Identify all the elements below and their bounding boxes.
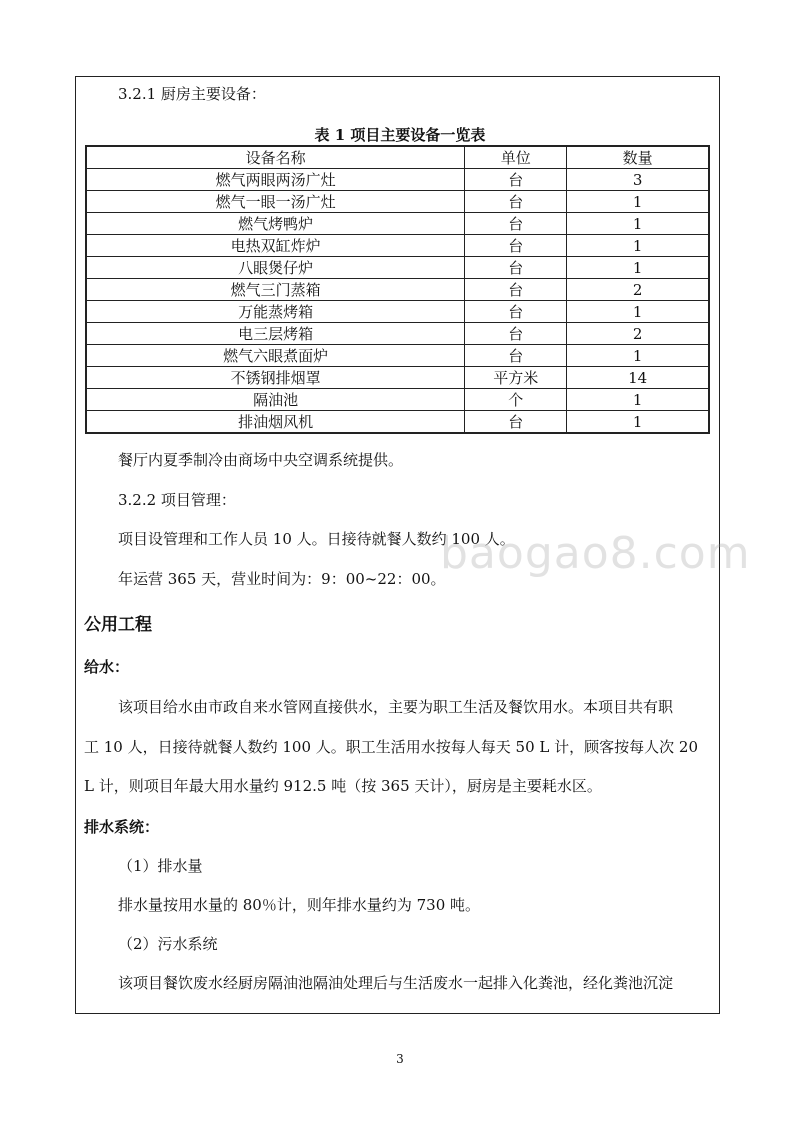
table-row bbox=[86, 345, 709, 367]
paragraph-air-conditioning: 餐厅内夏季制冷由商场中央空调系统提供。 bbox=[118, 451, 404, 469]
cell-name: 排油烟风机 bbox=[86, 411, 465, 434]
equipment-table bbox=[85, 145, 710, 434]
header-equipment-name: 设备名称 bbox=[86, 146, 465, 169]
cell-qty: 1 bbox=[567, 191, 709, 213]
cell-qty: 1 bbox=[567, 257, 709, 279]
cell-name: 电热双缸炸炉 bbox=[86, 235, 465, 257]
cell-name: 燃气一眼一汤广灶 bbox=[86, 191, 465, 213]
table-row bbox=[86, 235, 709, 257]
section-3-2-1-heading: 3.2.1 厨房主要设备： bbox=[118, 85, 266, 103]
cell-qty: 3 bbox=[567, 169, 709, 191]
cell-unit: 台 bbox=[465, 301, 567, 323]
cell-qty: 1 bbox=[567, 345, 709, 367]
paragraph-water-line-1: 该项目给水由市政自来水管网直接供水，主要为职工生活及餐饮用水。本项目共有职 bbox=[118, 698, 674, 716]
table-header-row bbox=[86, 146, 709, 169]
table-row bbox=[86, 389, 709, 411]
cell-unit: 平方米 bbox=[465, 367, 567, 389]
cell-name: 燃气六眼煮面炉 bbox=[86, 345, 465, 367]
paragraph-drainage-volume: 排水量按用水量的 80％计，则年排水量约为 730 吨。 bbox=[118, 896, 481, 914]
cell-qty: 1 bbox=[567, 389, 709, 411]
cell-qty: 2 bbox=[567, 279, 709, 301]
cell-unit: 台 bbox=[465, 169, 567, 191]
watermark-text: baogao8.com bbox=[440, 528, 751, 579]
cell-name: 燃气烤鸭炉 bbox=[86, 213, 465, 235]
cell-unit: 个 bbox=[465, 389, 567, 411]
paragraph-operating-hours: 年运营 365 天，营业时间为：9：00~22：00。 bbox=[118, 570, 446, 588]
table-row bbox=[86, 323, 709, 345]
paragraph-water-line-3: L 计，则项目年最大用水量约 912.5 吨（按 365 天计），厨房是主要耗水区。 bbox=[84, 777, 602, 795]
cell-unit: 台 bbox=[465, 191, 567, 213]
paragraph-water-line-2: 工 10 人，日接待就餐人数约 100 人。职工生活用水按每人每天 50 L 计，顾客按每人次 20 bbox=[84, 738, 698, 756]
cell-qty: 1 bbox=[567, 301, 709, 323]
section-3-2-2-heading: 3.2.2 项目管理： bbox=[118, 491, 236, 509]
list-item-sewage-system: （2）污水系统 bbox=[118, 935, 218, 953]
cell-unit: 台 bbox=[465, 411, 567, 434]
heading-drainage-system: 排水系统： bbox=[84, 818, 160, 836]
cell-name: 燃气三门蒸箱 bbox=[86, 279, 465, 301]
paragraph-staff: 项目设管理和工作人员 10 人。日接待就餐人数约 100 人。 bbox=[118, 530, 515, 548]
table-row bbox=[86, 367, 709, 389]
header-unit: 单位 bbox=[465, 146, 567, 169]
cell-name: 隔油池 bbox=[86, 389, 465, 411]
heading-public-works: 公用工程 bbox=[84, 615, 152, 635]
cell-unit: 台 bbox=[465, 323, 567, 345]
table-row bbox=[86, 411, 709, 434]
table-row bbox=[86, 191, 709, 213]
page-number: 3 bbox=[396, 1052, 404, 1066]
cell-unit: 台 bbox=[465, 257, 567, 279]
cell-unit: 台 bbox=[465, 345, 567, 367]
cell-name: 不锈钢排烟罩 bbox=[86, 367, 465, 389]
cell-unit: 台 bbox=[465, 213, 567, 235]
list-item-drainage-volume: （1）排水量 bbox=[118, 857, 203, 875]
table-row bbox=[86, 257, 709, 279]
cell-qty: 1 bbox=[567, 411, 709, 434]
table-row bbox=[86, 301, 709, 323]
cell-name: 万能蒸烤箱 bbox=[86, 301, 465, 323]
table-caption: 表 1 项目主要设备一览表 bbox=[314, 126, 486, 144]
table-row bbox=[86, 213, 709, 235]
cell-unit: 台 bbox=[465, 279, 567, 301]
cell-name: 燃气两眼两汤广灶 bbox=[86, 169, 465, 191]
cell-qty: 2 bbox=[567, 323, 709, 345]
cell-qty: 14 bbox=[567, 367, 709, 389]
cell-qty: 1 bbox=[567, 213, 709, 235]
table-row bbox=[86, 169, 709, 191]
cell-qty: 1 bbox=[567, 235, 709, 257]
cell-name: 八眼煲仔炉 bbox=[86, 257, 465, 279]
heading-water-supply: 给水： bbox=[84, 658, 130, 676]
cell-name: 电三层烤箱 bbox=[86, 323, 465, 345]
table-row bbox=[86, 279, 709, 301]
paragraph-sewage: 该项目餐饮废水经厨房隔油池隔油处理后与生活废水一起排入化粪池，经化粪池沉淀 bbox=[118, 974, 674, 992]
cell-unit: 台 bbox=[465, 235, 567, 257]
header-quantity: 数量 bbox=[567, 146, 709, 169]
